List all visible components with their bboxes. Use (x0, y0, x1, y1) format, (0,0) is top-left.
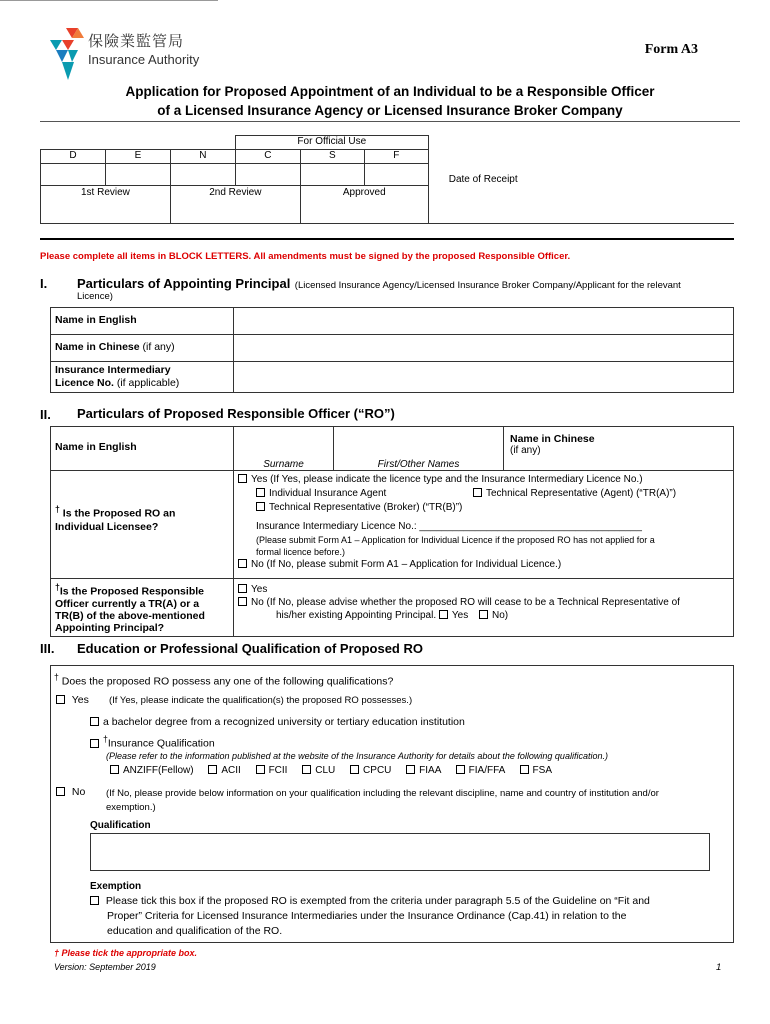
ro-name-english-label: Name in English (51, 427, 234, 471)
logo-chinese-name: 保險業監管局 (88, 33, 185, 50)
q2-no-option[interactable]: No (If No, please advise whether the proposed RO will cease to be a Technical Representative of (238, 596, 729, 609)
exemption-option[interactable]: Please tick this box if the proposed RO is exempted from the criteria under paragraph 5.5 of the Guideline on “Fit and Proper” Criteria for Licensed Insurance Intermediaries under the Insurance Ordinance (Cap.41) in relation to the education and qualification of the RO. (90, 894, 730, 939)
qual-clu[interactable]: CLU (302, 765, 335, 776)
ro-surname-field[interactable] (234, 427, 334, 471)
tick-box-note: † Please tick the appropriate box. (54, 948, 198, 958)
qual-no-checkbox[interactable] (56, 787, 65, 796)
principal-name-english-label: Name in English (51, 308, 234, 335)
insurance-qualification-option[interactable]: †Insurance Qualification (90, 734, 215, 750)
q1-form-a1-note: (Please submit Form A1 – Application for Individual Licence if the proposed RO has not applied for a formal licence before.) (256, 535, 655, 557)
q-individual-licensee-options (234, 471, 734, 579)
responsible-officer-table (50, 426, 734, 637)
qual-fcii[interactable]: FCII (256, 765, 288, 776)
qual-anziff[interactable]: ANZIFF(Fellow) (110, 765, 194, 776)
exemption-checkbox[interactable] (90, 896, 99, 905)
code-n: N (170, 150, 235, 164)
qual-fiaa-checkbox[interactable] (406, 765, 415, 774)
qual-yes-note: (If Yes, please indicate the qualification(s) the proposed RO possesses.) (109, 695, 413, 706)
code-c: C (235, 150, 300, 164)
q1-no-checkbox[interactable] (238, 559, 247, 568)
q2-sub-no-option[interactable]: No) (479, 610, 508, 621)
qualification-label: Qualification (90, 820, 151, 831)
q1-licence-number-field[interactable]: Insurance Intermediary Licence No.: ________________________________________ (256, 521, 642, 532)
q2-cease-note: his/her existing Appointing Principal. (276, 610, 437, 621)
q1-tra-checkbox[interactable] (473, 488, 482, 497)
principal-name-chinese-label: Name in Chinese (if any) (51, 335, 234, 362)
q1-trb-option[interactable]: Technical Representative (Broker) (“TR(B)”) (238, 501, 729, 515)
bachelor-degree-option[interactable]: a bachelor degree from a recognized university or tertiary education institution (90, 716, 465, 728)
qual-fsa[interactable]: FSA (520, 765, 552, 776)
section3-number: III. (40, 641, 55, 656)
first-review: 1st Review (41, 186, 171, 224)
q-individual-licensee-label: † Is the Proposed RO an Individual Licensee? (51, 471, 234, 579)
q1-trb-checkbox[interactable] (256, 502, 265, 511)
qual-yes-option[interactable]: Yes (56, 694, 89, 706)
q1-tra-option[interactable]: Technical Representative (Agent) (“TR(A)”) (473, 487, 676, 501)
ro-name-chinese-note: (if any) (510, 445, 541, 456)
code-e: E (105, 150, 170, 164)
insurance-authority-logo (48, 26, 218, 88)
section1-title: Particulars of Appointing Principal (77, 276, 291, 291)
section2-title: Particulars of Proposed Responsible Officer (“RO”) (77, 406, 395, 421)
approved: Approved (300, 186, 428, 224)
qual-no-option[interactable]: No (56, 786, 85, 798)
surname-label: Surname (263, 459, 304, 470)
q1-agent-option[interactable]: Individual Insurance Agent (256, 488, 386, 499)
section2-number: II. (40, 407, 51, 422)
qual-acii-checkbox[interactable] (208, 765, 217, 774)
qual-yes-checkbox[interactable] (56, 695, 65, 704)
page-number: 1 (716, 962, 722, 973)
official-use-table (40, 135, 734, 224)
qual-fsa-checkbox[interactable] (520, 765, 529, 774)
ro-name-chinese-label: Name in Chinese (510, 433, 595, 445)
section1-number: I. (40, 276, 48, 291)
q1-yes-checkbox[interactable] (238, 474, 247, 483)
q2-no-checkbox[interactable] (238, 597, 247, 606)
qual-clu-checkbox[interactable] (302, 765, 311, 774)
form-title (40, 82, 740, 120)
q2-sub-no-checkbox[interactable] (479, 610, 488, 619)
section1-note-cont: Licence) (77, 291, 113, 302)
q1-no-option[interactable]: No (If No, please submit Form A1 – Application for Individual Licence.) (238, 558, 729, 572)
q1-agent-checkbox[interactable] (256, 488, 265, 497)
notice-rule (40, 238, 734, 240)
title-rule (40, 121, 740, 122)
date-of-receipt: Date of Receipt (428, 136, 734, 224)
qual-fcii-checkbox[interactable] (256, 765, 265, 774)
q2-sub-yes-option[interactable]: Yes (439, 610, 468, 621)
ro-name-chinese-cell[interactable] (504, 427, 734, 471)
qual-no-note: (If No, please provide below information on your qualification including the relevant discipline, name and country of institution and/or exemption.) (106, 788, 659, 813)
qualification-question: † Does the proposed RO possess any one of the following qualifications? (54, 672, 394, 688)
second-review: 2nd Review (170, 186, 300, 224)
principal-name-english-field[interactable] (234, 308, 734, 335)
qual-fiaa[interactable]: FIAA (406, 765, 441, 776)
logo-english-name: Insurance Authority (88, 52, 200, 67)
principal-licence-label: Insurance Intermediary Licence No. (if applicable) (51, 362, 234, 393)
ro-first-names-field[interactable] (334, 427, 504, 471)
section1-heading (77, 275, 737, 293)
q2-yes-checkbox[interactable] (238, 584, 247, 593)
code-s: S (300, 150, 364, 164)
q-current-tr-options (234, 579, 734, 637)
qual-fia-ffa-checkbox[interactable] (456, 765, 465, 774)
first-names-label: First/Other Names (377, 459, 460, 470)
principal-licence-field[interactable] (234, 362, 734, 393)
qual-anziff-checkbox[interactable] (110, 765, 119, 774)
form-title-line2: of a Licensed Insurance Agency or Licensed Insurance Broker Company (157, 103, 623, 118)
section3-title: Education or Professional Qualification of Proposed RO (77, 641, 423, 656)
qualification-list (110, 765, 552, 776)
insurance-qualification-checkbox[interactable] (90, 739, 99, 748)
bachelor-degree-checkbox[interactable] (90, 717, 99, 726)
q-current-tr-label: †Is the Proposed Responsible Officer currently a TR(A) or a TR(B) of the above-mentioned Appointing Principal? (51, 579, 234, 637)
code-d: D (41, 150, 106, 164)
official-use-heading: For Official Use (235, 136, 428, 150)
top-rule (0, 0, 218, 1)
block-letters-notice: Please complete all items in BLOCK LETTERS. All amendments must be signed by the proposed Responsible Officer. (40, 251, 571, 262)
qual-fia-ffa[interactable]: FIA/FFA (456, 765, 505, 776)
form-title-line1: Application for Proposed Appointment of an Individual to be a Responsible Officer (125, 84, 655, 99)
exemption-label: Exemption (90, 881, 142, 892)
code-f: F (364, 150, 428, 164)
qual-cpcu[interactable]: CPCU (350, 765, 391, 776)
q1-yes-option[interactable]: Yes (If Yes, please indicate the licence type and the Insurance Intermediary Licence No.) (238, 473, 729, 487)
appointing-principal-table (50, 307, 734, 393)
form-code: Form A3 (644, 42, 698, 57)
version-label: Version: September 2019 (54, 962, 156, 972)
qual-acii[interactable]: ACII (208, 765, 240, 776)
qual-cpcu-checkbox[interactable] (350, 765, 359, 774)
principal-name-chinese-field[interactable] (234, 335, 734, 362)
logo-mark-icon (48, 26, 86, 82)
q2-yes-option[interactable]: Yes (238, 583, 729, 596)
section1-note: (Licensed Insurance Agency/Licensed Insurance Broker Company/Applicant for the relevant (294, 280, 681, 291)
insurance-qualification-note: (Please refer to the information published at the website of the Insurance Authority for details about the following qualification.) (106, 751, 608, 761)
qualification-field[interactable] (90, 833, 710, 871)
q2-sub-yes-checkbox[interactable] (439, 610, 448, 619)
